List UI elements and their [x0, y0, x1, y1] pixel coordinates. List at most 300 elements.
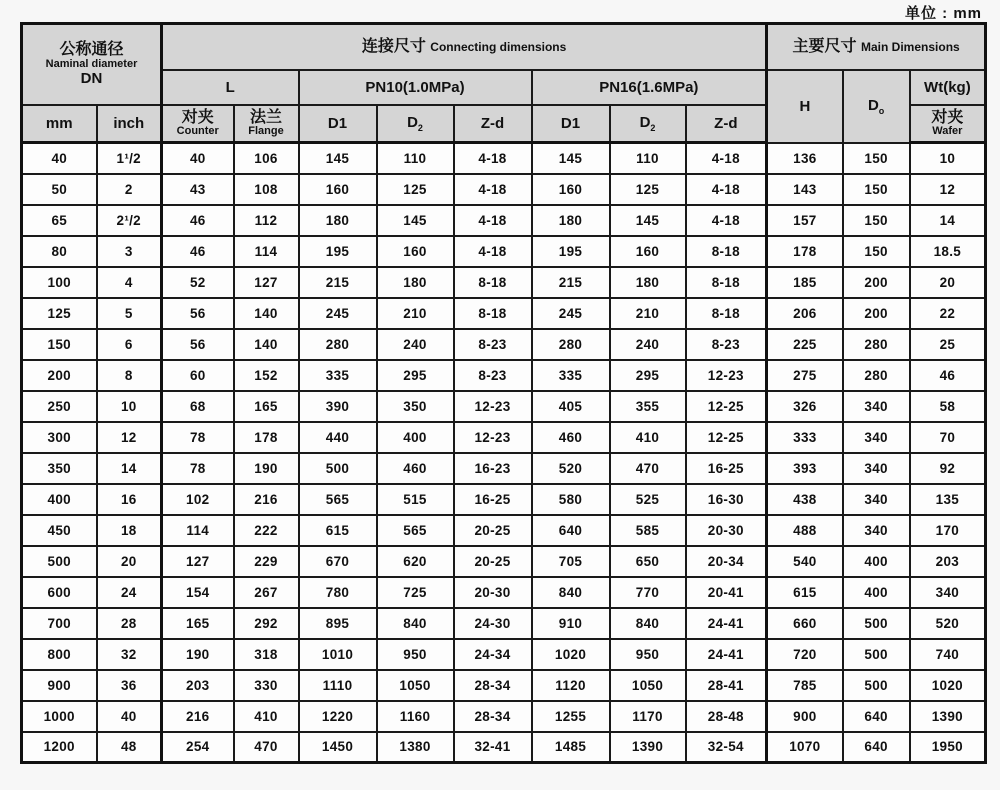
- table-row: [22, 577, 986, 608]
- cell-wt-wafer: 92: [910, 453, 986, 484]
- cell-pn10-d1: 1110: [299, 670, 377, 701]
- cell-pn16-zd: 8-18: [686, 236, 767, 267]
- cell-pn10-zd: 24-34: [454, 639, 532, 670]
- table-row: [22, 732, 986, 763]
- cell-pn16-d2: 355: [610, 391, 686, 422]
- cell-wt-wafer: 1390: [910, 701, 986, 732]
- cell-pn10-zd: 12-23: [454, 391, 532, 422]
- cell-d0: 200: [843, 267, 910, 298]
- cell-pn16-zd: 20-30: [686, 515, 767, 546]
- cell-pn10-d1: 280: [299, 329, 377, 360]
- cell-wt-wafer: 1020: [910, 670, 986, 701]
- cell-pn10-d1: 780: [299, 577, 377, 608]
- cell-dn-mm: 700: [22, 608, 97, 639]
- cell-pn10-d1: 500: [299, 453, 377, 484]
- cell-l-counter: 60: [162, 360, 234, 391]
- cell-dn-inch: 20: [97, 546, 162, 577]
- cell-dn-mm: 200: [22, 360, 97, 391]
- cell-pn16-d2: 125: [610, 174, 686, 205]
- cell-d0: 280: [843, 329, 910, 360]
- cell-pn16-d1: 1020: [532, 639, 610, 670]
- header-inch: inch: [97, 105, 162, 143]
- table-row: [22, 236, 986, 267]
- cell-pn16-d2: 180: [610, 267, 686, 298]
- cell-pn10-zd: 28-34: [454, 701, 532, 732]
- cell-pn10-d1: 670: [299, 546, 377, 577]
- cell-d0: 150: [843, 205, 910, 236]
- cell-h: 178: [767, 236, 843, 267]
- d2-sub: 2: [417, 122, 423, 133]
- cell-l-counter: 165: [162, 608, 234, 639]
- cell-dn-inch: 28: [97, 608, 162, 639]
- cell-dn-mm: 600: [22, 577, 97, 608]
- cell-l-flange: 216: [234, 484, 299, 515]
- cell-pn10-d2: 1380: [377, 732, 454, 763]
- cell-pn10-zd: 8-18: [454, 298, 532, 329]
- cell-d0: 200: [843, 298, 910, 329]
- cell-dn-inch: 12: [97, 422, 162, 453]
- header-connecting-dimensions: [162, 24, 767, 70]
- cell-l-counter: 46: [162, 205, 234, 236]
- cell-pn16-d2: 160: [610, 236, 686, 267]
- cell-pn16-d2: 525: [610, 484, 686, 515]
- cell-d0: 500: [843, 670, 910, 701]
- cell-h: 393: [767, 453, 843, 484]
- nominal-en: Naminal diameter: [45, 57, 138, 70]
- cell-l-counter: 102: [162, 484, 234, 515]
- cell-dn-inch: 36: [97, 670, 162, 701]
- cell-l-counter: 154: [162, 577, 234, 608]
- cell-l-flange: 222: [234, 515, 299, 546]
- cell-wt-wafer: 46: [910, 360, 986, 391]
- cell-pn10-zd: 4-18: [454, 143, 532, 174]
- cell-wt-wafer: 20: [910, 267, 986, 298]
- cell-wt-wafer: 1950: [910, 732, 986, 763]
- cell-dn-mm: 100: [22, 267, 97, 298]
- cell-h: 438: [767, 484, 843, 515]
- cell-dn-inch: 2¹/2: [97, 205, 162, 236]
- flange-zh: 法兰: [250, 108, 283, 126]
- cell-wt-wafer: 520: [910, 608, 986, 639]
- cell-dn-mm: 250: [22, 391, 97, 422]
- cell-pn16-d1: 1255: [532, 701, 610, 732]
- cell-h: 900: [767, 701, 843, 732]
- cell-dn-inch: 3: [97, 236, 162, 267]
- d2-base: D: [639, 113, 651, 131]
- cell-dn-inch: 18: [97, 515, 162, 546]
- cell-dn-mm: 150: [22, 329, 97, 360]
- cell-l-flange: 152: [234, 360, 299, 391]
- cell-pn10-d1: 145: [299, 143, 377, 174]
- cell-dn-inch: 10: [97, 391, 162, 422]
- cell-l-flange: 127: [234, 267, 299, 298]
- cell-pn10-d2: 840: [377, 608, 454, 639]
- cell-dn-mm: 450: [22, 515, 97, 546]
- cell-l-flange: 140: [234, 298, 299, 329]
- cell-l-counter: 40: [162, 143, 234, 174]
- cell-d0: 640: [843, 701, 910, 732]
- cell-pn10-zd: 20-25: [454, 515, 532, 546]
- cell-pn16-zd: 24-41: [686, 608, 767, 639]
- cell-pn10-d1: 195: [299, 236, 377, 267]
- main-en: Main Dimensions: [861, 39, 960, 54]
- cell-pn10-d1: 615: [299, 515, 377, 546]
- table-row: [22, 670, 986, 701]
- cell-wt-wafer: 340: [910, 577, 986, 608]
- cell-l-flange: 330: [234, 670, 299, 701]
- header-L: L: [162, 70, 299, 105]
- connecting-en: Connecting dimensions: [430, 39, 567, 54]
- cell-pn10-zd: 32-41: [454, 732, 532, 763]
- cell-pn10-d1: 1010: [299, 639, 377, 670]
- table-row: [22, 143, 986, 174]
- cell-h: 136: [767, 143, 843, 174]
- cell-dn-inch: 24: [97, 577, 162, 608]
- cell-pn16-zd: 32-54: [686, 732, 767, 763]
- cell-pn16-d1: 405: [532, 391, 610, 422]
- cell-l-counter: 43: [162, 174, 234, 205]
- cell-dn-inch: 14: [97, 453, 162, 484]
- cell-h: 660: [767, 608, 843, 639]
- cell-wt-wafer: 70: [910, 422, 986, 453]
- header-mm: mm: [22, 105, 97, 143]
- cell-l-flange: 470: [234, 732, 299, 763]
- cell-pn10-d2: 210: [377, 298, 454, 329]
- cell-pn10-zd: 16-23: [454, 453, 532, 484]
- cell-pn16-zd: 4-18: [686, 174, 767, 205]
- table-header: [22, 24, 986, 143]
- cell-pn16-zd: 28-48: [686, 701, 767, 732]
- cell-pn16-zd: 24-41: [686, 639, 767, 670]
- cell-h: 540: [767, 546, 843, 577]
- cell-h: 275: [767, 360, 843, 391]
- cell-dn-inch: 6: [97, 329, 162, 360]
- cell-l-counter: 114: [162, 515, 234, 546]
- cell-pn16-d2: 145: [610, 205, 686, 236]
- header-pn16-d2: [610, 105, 686, 143]
- header-D0: [843, 70, 910, 143]
- cell-pn10-zd: 20-25: [454, 546, 532, 577]
- cell-h: 326: [767, 391, 843, 422]
- cell-d0: 640: [843, 732, 910, 763]
- cell-d0: 340: [843, 391, 910, 422]
- header-pn10-d1: D1: [299, 105, 377, 143]
- cell-dn-inch: 8: [97, 360, 162, 391]
- header-H: H: [767, 70, 843, 143]
- table-row: [22, 205, 986, 236]
- cell-pn16-d2: 950: [610, 639, 686, 670]
- cell-pn10-d2: 620: [377, 546, 454, 577]
- cell-pn16-zd: 4-18: [686, 205, 767, 236]
- cell-dn-mm: 500: [22, 546, 97, 577]
- cell-dn-mm: 900: [22, 670, 97, 701]
- cell-wt-wafer: 740: [910, 639, 986, 670]
- table-row: [22, 329, 986, 360]
- cell-pn10-d1: 160: [299, 174, 377, 205]
- cell-pn16-d2: 240: [610, 329, 686, 360]
- cell-dn-inch: 4: [97, 267, 162, 298]
- table-body: [22, 143, 986, 763]
- cell-pn16-d1: 180: [532, 205, 610, 236]
- cell-d0: 280: [843, 360, 910, 391]
- cell-dn-mm: 400: [22, 484, 97, 515]
- cell-l-flange: 112: [234, 205, 299, 236]
- cell-l-flange: 140: [234, 329, 299, 360]
- cell-dn-inch: 5: [97, 298, 162, 329]
- cell-pn16-zd: 16-25: [686, 453, 767, 484]
- cell-pn16-d1: 335: [532, 360, 610, 391]
- cell-pn10-d2: 240: [377, 329, 454, 360]
- table-row: [22, 701, 986, 732]
- header-pn10-zd: Z-d: [454, 105, 532, 143]
- unit-label: 单位 : mm: [904, 5, 982, 22]
- cell-dn-mm: 350: [22, 453, 97, 484]
- cell-pn16-d1: 145: [532, 143, 610, 174]
- cell-l-counter: 52: [162, 267, 234, 298]
- cell-pn10-d1: 565: [299, 484, 377, 515]
- cell-h: 185: [767, 267, 843, 298]
- cell-h: 157: [767, 205, 843, 236]
- cell-pn10-d2: 1160: [377, 701, 454, 732]
- cell-pn16-d2: 1390: [610, 732, 686, 763]
- cell-h: 785: [767, 670, 843, 701]
- cell-wt-wafer: 12: [910, 174, 986, 205]
- cell-pn16-zd: 8-23: [686, 329, 767, 360]
- cell-pn10-d1: 180: [299, 205, 377, 236]
- cell-pn10-d2: 180: [377, 267, 454, 298]
- cell-l-flange: 114: [234, 236, 299, 267]
- nominal-zh: 公称通径: [59, 41, 124, 59]
- cell-d0: 340: [843, 422, 910, 453]
- cell-dn-inch: 16: [97, 484, 162, 515]
- cell-h: 333: [767, 422, 843, 453]
- cell-pn16-zd: 16-30: [686, 484, 767, 515]
- cell-pn16-zd: 4-18: [686, 143, 767, 174]
- cell-l-flange: 108: [234, 174, 299, 205]
- cell-pn10-zd: 20-30: [454, 577, 532, 608]
- cell-d0: 400: [843, 577, 910, 608]
- counter-en: Counter: [176, 125, 219, 138]
- cell-h: 225: [767, 329, 843, 360]
- cell-pn10-zd: 8-23: [454, 360, 532, 391]
- cell-d0: 500: [843, 608, 910, 639]
- wafer-en: Wafer: [932, 125, 963, 138]
- cell-l-flange: 165: [234, 391, 299, 422]
- cell-l-flange: 267: [234, 577, 299, 608]
- cell-pn10-d2: 1050: [377, 670, 454, 701]
- cell-pn16-d1: 245: [532, 298, 610, 329]
- cell-d0: 150: [843, 174, 910, 205]
- cell-dn-inch: 48: [97, 732, 162, 763]
- cell-wt-wafer: 18.5: [910, 236, 986, 267]
- cell-pn16-zd: 20-41: [686, 577, 767, 608]
- cell-dn-mm: 40: [22, 143, 97, 174]
- cell-pn10-d2: 460: [377, 453, 454, 484]
- cell-l-flange: 190: [234, 453, 299, 484]
- cell-pn16-d1: 640: [532, 515, 610, 546]
- cell-pn16-d2: 840: [610, 608, 686, 639]
- cell-pn10-zd: 24-30: [454, 608, 532, 639]
- header-pn16: PN16(1.6MPa): [532, 70, 767, 105]
- cell-l-counter: 190: [162, 639, 234, 670]
- cell-l-counter: 216: [162, 701, 234, 732]
- cell-dn-mm: 125: [22, 298, 97, 329]
- cell-d0: 400: [843, 546, 910, 577]
- header-main-dimensions: [767, 24, 986, 70]
- cell-dn-mm: 300: [22, 422, 97, 453]
- cell-l-counter: 56: [162, 329, 234, 360]
- cell-pn16-zd: 28-41: [686, 670, 767, 701]
- d0-sub: o: [878, 105, 885, 116]
- cell-h: 488: [767, 515, 843, 546]
- cell-pn10-d1: 245: [299, 298, 377, 329]
- table-row: [22, 453, 986, 484]
- cell-pn16-d1: 460: [532, 422, 610, 453]
- header-counter: [162, 105, 234, 143]
- header-wt: Wt(kg): [910, 70, 986, 105]
- table-row: [22, 484, 986, 515]
- cell-pn16-d2: 210: [610, 298, 686, 329]
- cell-l-flange: 178: [234, 422, 299, 453]
- cell-pn16-d2: 650: [610, 546, 686, 577]
- cell-pn16-d2: 585: [610, 515, 686, 546]
- header-flange: [234, 105, 299, 143]
- cell-l-counter: 127: [162, 546, 234, 577]
- cell-h: 1070: [767, 732, 843, 763]
- cell-pn10-zd: 12-23: [454, 422, 532, 453]
- cell-pn10-d2: 725: [377, 577, 454, 608]
- header-pn10: PN10(1.0MPa): [299, 70, 532, 105]
- table-row: [22, 267, 986, 298]
- cell-pn16-zd: 8-18: [686, 298, 767, 329]
- cell-wt-wafer: 203: [910, 546, 986, 577]
- main-zh: 主要尺寸: [792, 37, 857, 55]
- table-row: [22, 298, 986, 329]
- cell-l-flange: 410: [234, 701, 299, 732]
- cell-pn16-d1: 195: [532, 236, 610, 267]
- cell-l-counter: 78: [162, 453, 234, 484]
- cell-pn10-zd: 4-18: [454, 174, 532, 205]
- cell-pn10-d2: 295: [377, 360, 454, 391]
- cell-d0: 340: [843, 453, 910, 484]
- table-row: [22, 360, 986, 391]
- table-row: [22, 391, 986, 422]
- cell-pn16-d2: 1050: [610, 670, 686, 701]
- cell-dn-mm: 800: [22, 639, 97, 670]
- cell-dn-inch: 2: [97, 174, 162, 205]
- cell-wt-wafer: 14: [910, 205, 986, 236]
- cell-pn10-d1: 440: [299, 422, 377, 453]
- cell-dn-inch: 40: [97, 701, 162, 732]
- cell-l-counter: 78: [162, 422, 234, 453]
- cell-pn16-d2: 295: [610, 360, 686, 391]
- flange-en: Flange: [248, 125, 284, 138]
- cell-pn10-d1: 390: [299, 391, 377, 422]
- cell-pn10-d1: 895: [299, 608, 377, 639]
- cell-wt-wafer: 25: [910, 329, 986, 360]
- cell-l-counter: 56: [162, 298, 234, 329]
- cell-pn16-d2: 410: [610, 422, 686, 453]
- cell-dn-inch: 32: [97, 639, 162, 670]
- cell-wt-wafer: 58: [910, 391, 986, 422]
- cell-l-counter: 254: [162, 732, 234, 763]
- cell-h: 206: [767, 298, 843, 329]
- cell-pn16-d1: 840: [532, 577, 610, 608]
- cell-pn16-d1: 520: [532, 453, 610, 484]
- cell-pn10-d2: 515: [377, 484, 454, 515]
- cell-d0: 340: [843, 484, 910, 515]
- wafer-zh: 对夹: [931, 108, 964, 126]
- cell-pn16-d2: 110: [610, 143, 686, 174]
- cell-l-counter: 203: [162, 670, 234, 701]
- cell-pn10-d2: 565: [377, 515, 454, 546]
- cell-d0: 340: [843, 515, 910, 546]
- table-row: [22, 515, 986, 546]
- header-wafer: [910, 105, 986, 143]
- cell-pn10-zd: 8-23: [454, 329, 532, 360]
- cell-pn16-d1: 1485: [532, 732, 610, 763]
- cell-d0: 150: [843, 143, 910, 174]
- cell-pn10-d1: 1220: [299, 701, 377, 732]
- cell-pn16-d1: 160: [532, 174, 610, 205]
- cell-l-flange: 292: [234, 608, 299, 639]
- cell-pn10-d2: 160: [377, 236, 454, 267]
- valve-dimensions-table: [20, 22, 987, 764]
- cell-pn10-d2: 950: [377, 639, 454, 670]
- cell-l-counter: 46: [162, 236, 234, 267]
- cell-pn10-d2: 125: [377, 174, 454, 205]
- cell-pn10-d1: 215: [299, 267, 377, 298]
- cell-pn16-d1: 215: [532, 267, 610, 298]
- cell-pn10-d2: 400: [377, 422, 454, 453]
- cell-h: 720: [767, 639, 843, 670]
- table-row: [22, 546, 986, 577]
- connecting-zh: 连接尺寸: [361, 37, 426, 55]
- cell-dn-mm: 1000: [22, 701, 97, 732]
- cell-pn16-zd: 12-25: [686, 391, 767, 422]
- cell-pn10-d2: 350: [377, 391, 454, 422]
- cell-pn16-d1: 705: [532, 546, 610, 577]
- cell-wt-wafer: 22: [910, 298, 986, 329]
- cell-pn16-d2: 470: [610, 453, 686, 484]
- table-row: [22, 422, 986, 453]
- cell-pn10-zd: 8-18: [454, 267, 532, 298]
- table-row: [22, 639, 986, 670]
- header-nominal-diameter: [22, 24, 162, 105]
- cell-dn-mm: 1200: [22, 732, 97, 763]
- cell-d0: 150: [843, 236, 910, 267]
- cell-pn16-d2: 1170: [610, 701, 686, 732]
- cell-pn10-zd: 16-25: [454, 484, 532, 515]
- cell-d0: 500: [843, 639, 910, 670]
- d2-base: D: [407, 113, 418, 131]
- header-pn16-d1: D1: [532, 105, 610, 143]
- cell-pn16-zd: 12-23: [686, 360, 767, 391]
- cell-pn10-zd: 4-18: [454, 236, 532, 267]
- header-pn10-d2: [377, 105, 454, 143]
- counter-zh: 对夹: [181, 108, 214, 126]
- cell-wt-wafer: 135: [910, 484, 986, 515]
- cell-pn16-d2: 770: [610, 577, 686, 608]
- cell-wt-wafer: 170: [910, 515, 986, 546]
- cell-pn16-d1: 910: [532, 608, 610, 639]
- nominal-code: DN: [80, 70, 103, 88]
- cell-pn10-zd: 28-34: [454, 670, 532, 701]
- cell-pn16-zd: 12-25: [686, 422, 767, 453]
- cell-pn16-zd: 8-18: [686, 267, 767, 298]
- cell-pn16-d1: 1120: [532, 670, 610, 701]
- cell-l-flange: 106: [234, 143, 299, 174]
